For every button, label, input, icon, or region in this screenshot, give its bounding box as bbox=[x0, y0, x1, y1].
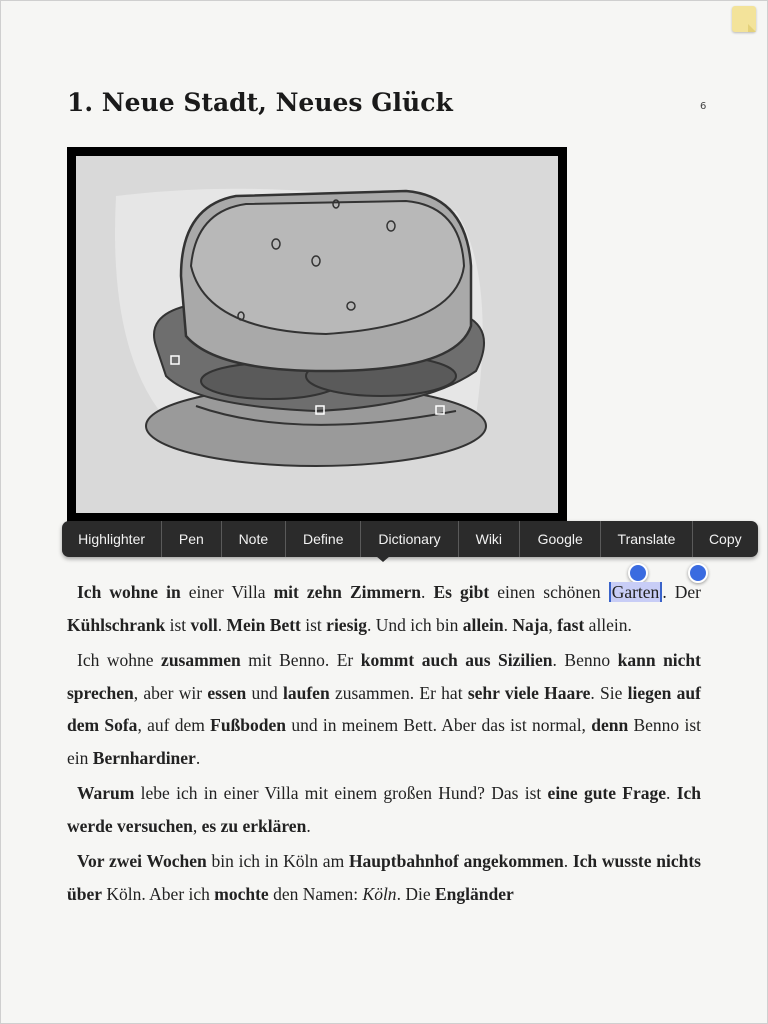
paragraph bbox=[67, 845, 701, 910]
bold-phrase: voll bbox=[190, 614, 218, 635]
text-run: . Der bbox=[662, 582, 702, 602]
bold-phrase: Kühlschrank bbox=[67, 614, 166, 635]
text-run: einer Villa bbox=[180, 582, 274, 602]
text-run: . bbox=[195, 747, 201, 768]
menu-google-button[interactable]: Google bbox=[520, 521, 601, 557]
page-number: 6 bbox=[700, 101, 707, 112]
text-run: . bbox=[563, 851, 573, 871]
text-run: , bbox=[192, 815, 202, 836]
text-run: Köln. Aber ich bbox=[102, 883, 215, 904]
bold-phrase: Naja bbox=[512, 614, 549, 635]
menu-highlighter-button[interactable]: Highlighter bbox=[62, 521, 162, 557]
bold-phrase: Fußboden bbox=[210, 715, 287, 735]
bold-phrase: kann nicht sprechen bbox=[67, 650, 701, 703]
bold-phrase: liegen auf dem Sofa bbox=[67, 682, 701, 735]
menu-translate-button[interactable]: Translate bbox=[601, 521, 692, 557]
bold-phrase: riesig bbox=[326, 614, 367, 635]
bold-phrase: Vor zwei Wochen bbox=[77, 851, 207, 871]
figure-frame bbox=[67, 147, 567, 522]
bold-phrase: denn bbox=[591, 715, 629, 735]
text-run: . bbox=[420, 582, 434, 602]
text-run: ist bbox=[300, 614, 327, 635]
text-run: . Sie bbox=[590, 682, 628, 703]
text-run: Ich wohne bbox=[77, 650, 162, 670]
bold-phrase: Es gibt bbox=[433, 582, 490, 602]
text-run: allein. bbox=[584, 614, 632, 635]
italic-phrase: Köln bbox=[362, 883, 397, 904]
text-run: lebe ich in einer Villa mit einem großen Hund? Das ist bbox=[134, 783, 548, 803]
text-run: einen schönen bbox=[489, 582, 609, 602]
text-run: bin ich in Köln am bbox=[206, 851, 349, 871]
bold-phrase: Ich wohne in bbox=[77, 582, 181, 602]
text-run: mit Benno. Er bbox=[240, 650, 361, 670]
text-run: . Benno bbox=[552, 650, 618, 670]
text-run: ist bbox=[165, 614, 191, 635]
text-run: . bbox=[217, 614, 227, 635]
text-run: und in meinem Bett. Aber das ist normal, bbox=[286, 715, 592, 735]
text-run: , bbox=[548, 614, 558, 635]
paragraph bbox=[67, 777, 701, 842]
menu-pen-button[interactable]: Pen bbox=[162, 521, 221, 557]
menu-wiki-button[interactable]: Wiki bbox=[459, 521, 520, 557]
paragraph bbox=[67, 576, 701, 641]
menu-note-button[interactable]: Note bbox=[222, 521, 286, 557]
bold-phrase: allein bbox=[462, 614, 504, 635]
chapter-title: 1. Neue Stadt, Neues Glück bbox=[67, 88, 453, 117]
bold-phrase: Ich werde versuchen bbox=[67, 783, 702, 836]
sticky-note-icon[interactable] bbox=[732, 6, 756, 32]
text-run: , aber wir bbox=[133, 682, 208, 703]
bold-phrase: Hauptbahnhof angekommen bbox=[348, 851, 564, 871]
text-run: den Namen: bbox=[268, 883, 363, 904]
menu-define-button[interactable]: Define bbox=[286, 521, 361, 557]
text-run: . bbox=[503, 614, 513, 635]
bold-phrase: Bernhardiner bbox=[92, 747, 196, 768]
bold-phrase: Warum bbox=[77, 783, 135, 803]
bold-phrase: Engländer bbox=[434, 883, 514, 904]
text-run: zusammen. Er hat bbox=[329, 682, 468, 703]
text-run: . Die bbox=[396, 883, 435, 904]
bold-phrase: essen bbox=[207, 682, 247, 703]
text-run: und bbox=[246, 682, 283, 703]
text-run: . Und ich bin bbox=[367, 614, 463, 635]
paragraph bbox=[67, 644, 701, 774]
bold-phrase: sehr viele Haare bbox=[467, 682, 591, 703]
text-selection-menu bbox=[62, 521, 758, 557]
bold-phrase: kommt auch aus Sizilien bbox=[360, 650, 553, 670]
selected-word[interactable]: Garten bbox=[609, 582, 663, 602]
book-text[interactable] bbox=[67, 576, 701, 913]
menu-dictionary-button[interactable]: Dictionary bbox=[361, 521, 458, 557]
menu-copy-button[interactable]: Copy bbox=[708, 531, 742, 547]
bold-phrase: Ich wusste nichts über bbox=[67, 851, 701, 904]
text-run: . bbox=[666, 783, 677, 803]
text-run: . bbox=[306, 815, 311, 836]
bold-phrase: mochte bbox=[214, 883, 269, 904]
sandwich-illustration bbox=[76, 156, 558, 513]
text-run: , auf dem bbox=[137, 715, 211, 735]
bold-phrase: fast bbox=[557, 614, 585, 635]
bold-phrase: Mein Bett bbox=[226, 614, 301, 635]
bold-phrase: laufen bbox=[283, 682, 330, 703]
bold-phrase: es zu erklären bbox=[201, 815, 307, 836]
menu-pointer-arrow bbox=[376, 556, 390, 562]
bold-phrase: mit zehn Zimmern bbox=[273, 582, 421, 602]
bold-phrase: zusammen bbox=[161, 650, 241, 670]
bold-phrase: eine gute Frage bbox=[547, 783, 667, 803]
text-run: Benno ist ein bbox=[67, 715, 701, 768]
